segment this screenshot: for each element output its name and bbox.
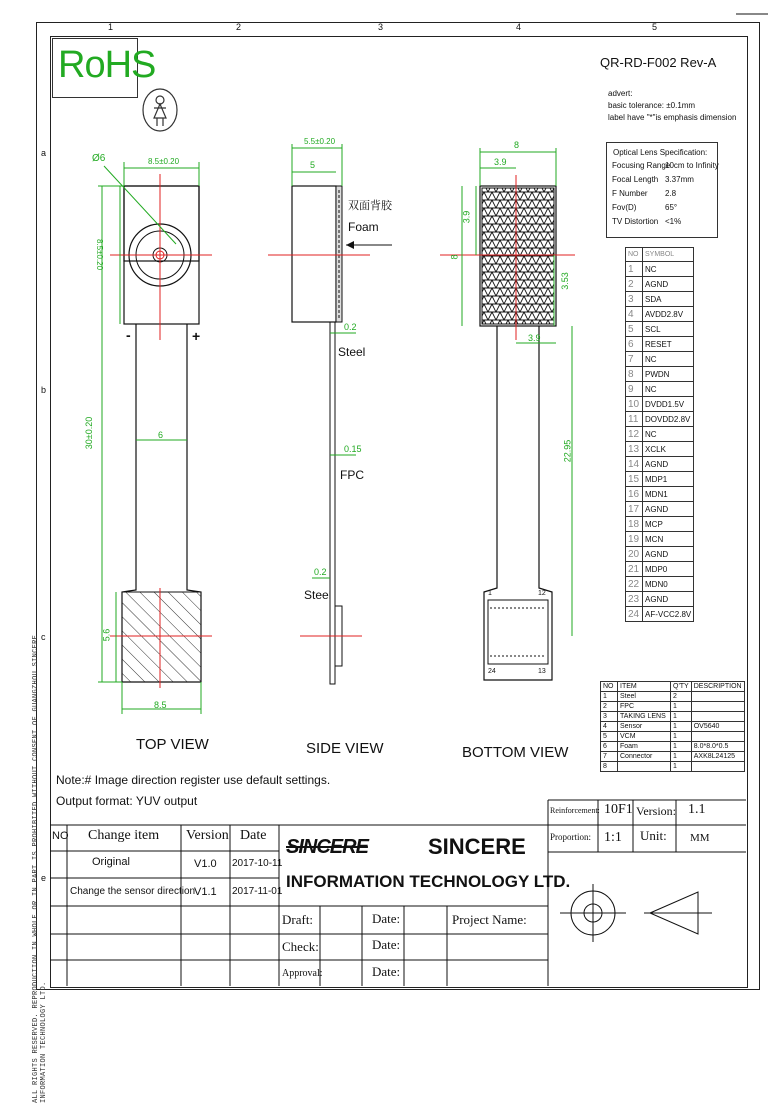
rev-row-change: Change the sensor direction bbox=[70, 886, 196, 897]
conn-pin-13: 13 bbox=[538, 668, 546, 675]
side-view-title: SIDE VIEW bbox=[306, 740, 384, 757]
dim-top-width: 8.5±0.20 bbox=[148, 157, 180, 166]
rev-header-no: NO bbox=[52, 830, 69, 842]
bom-header-cell: Q'TY bbox=[671, 682, 692, 692]
advert-line1: basic tolerance: ±0.1mm bbox=[608, 101, 696, 110]
pin-symbol: NC bbox=[643, 427, 694, 442]
spec-key: TV Distortion bbox=[612, 217, 659, 226]
dim-bottom-left: 3.9 bbox=[461, 210, 472, 224]
plus-sign: + bbox=[192, 328, 201, 344]
bom-cell: 4 bbox=[601, 722, 618, 732]
approval-label: Approval: bbox=[282, 968, 323, 979]
pin-number: 11 bbox=[626, 412, 643, 427]
check-label: Check: bbox=[282, 939, 319, 954]
side-fpc: FPC bbox=[340, 468, 364, 482]
pin-number: 10 bbox=[626, 397, 643, 412]
top-view-title: TOP VIEW bbox=[136, 736, 209, 753]
pin-symbol: AF-VCC2.8V bbox=[643, 607, 694, 622]
reinforcement-value: 10F1 bbox=[604, 802, 633, 817]
pin-number: 6 bbox=[626, 337, 643, 352]
pin-symbol: AGND bbox=[643, 457, 694, 472]
bom-cell: 8.0*8.0*0.5 bbox=[691, 742, 744, 752]
pin-number: 8 bbox=[626, 367, 643, 382]
dim-bottom-inner-bottom: 3.9 bbox=[528, 333, 541, 343]
pin-symbol: MDP0 bbox=[643, 562, 694, 577]
pin-symbol: AGND bbox=[643, 502, 694, 517]
proportion-value: 1:1 bbox=[604, 830, 622, 845]
pin-number: 2 bbox=[626, 277, 643, 292]
dim-fpc-thk: 0.15 bbox=[344, 444, 362, 454]
pin-number: 24 bbox=[626, 607, 643, 622]
dim-bottom-height: 8 bbox=[449, 254, 460, 260]
dim-fpc-width: 6 bbox=[158, 430, 164, 440]
pin-symbol: XCLK bbox=[643, 442, 694, 457]
date-label-1: Date: bbox=[372, 911, 401, 926]
project-name-label: Project Name: bbox=[452, 912, 527, 927]
bottom-view-drawing bbox=[440, 148, 575, 680]
spec-key: Fov(D) bbox=[612, 203, 637, 212]
pin-number: 14 bbox=[626, 457, 643, 472]
dim-bottom-width: 8 bbox=[514, 140, 520, 150]
version-value: 1.1 bbox=[688, 802, 706, 817]
pin-number: 12 bbox=[626, 427, 643, 442]
bom-cell: 1 bbox=[601, 692, 618, 702]
bom-cell: VCM bbox=[618, 732, 671, 742]
top-view-drawing bbox=[98, 162, 212, 714]
optical-spec-title: Optical Lens Specification: bbox=[613, 148, 708, 157]
pin-symbol: AGND bbox=[643, 592, 694, 607]
pin-symbol: DVDD1.5V bbox=[643, 397, 694, 412]
doc-number: QR-RD-F002 Rev-A bbox=[600, 55, 717, 70]
side-steel: Steel bbox=[338, 345, 366, 359]
pin-number: 4 bbox=[626, 307, 643, 322]
pin-symbol: RESET bbox=[643, 337, 694, 352]
zone-5: 5 bbox=[652, 22, 658, 32]
bom-cell: FPC bbox=[618, 702, 671, 712]
unit-label: Unit: bbox=[640, 828, 667, 843]
minus-sign: - bbox=[126, 327, 131, 343]
dim-steel2-thk: 0.2 bbox=[314, 567, 327, 577]
pin-header-cell: NO bbox=[626, 248, 643, 262]
note-line2: Output format: YUV output bbox=[56, 794, 198, 808]
bom-cell: 1 bbox=[671, 702, 692, 712]
bom-header-cell: NO bbox=[601, 682, 618, 692]
pin-symbol: NC bbox=[643, 382, 694, 397]
bom-cell: OV5640 bbox=[691, 722, 744, 732]
pin-number: 1 bbox=[626, 262, 643, 277]
spec-val: 3.37mm bbox=[665, 175, 694, 184]
pin-symbol: SDA bbox=[643, 292, 694, 307]
pin-number: 7 bbox=[626, 352, 643, 367]
pin-symbol: MCP bbox=[643, 517, 694, 532]
rev-row-date: 2017-11-01 bbox=[232, 886, 283, 897]
rev-header-version: Version bbox=[186, 828, 229, 843]
corner-mark bbox=[736, 10, 768, 30]
spec-val: 2.8 bbox=[665, 189, 677, 198]
unit-value: MM bbox=[690, 832, 710, 844]
spec-val: 65° bbox=[665, 203, 678, 212]
bom-cell: 6 bbox=[601, 742, 618, 752]
pin-symbol: NC bbox=[643, 352, 694, 367]
bom-cell: 8 bbox=[601, 762, 618, 772]
bom-cell: 1 bbox=[671, 712, 692, 722]
rev-row-date: 2017-10-11 bbox=[232, 858, 283, 869]
dim-phi: Ø6 bbox=[92, 153, 106, 164]
bom-cell: Connector bbox=[618, 752, 671, 762]
bom-cell: TAKING LENS bbox=[618, 712, 671, 722]
pin-number: 5 bbox=[626, 322, 643, 337]
pin-symbol: NC bbox=[643, 262, 694, 277]
bom-cell: 7 bbox=[601, 752, 618, 762]
bom-cell: 2 bbox=[601, 702, 618, 712]
dim-bottom-length: 22.95 bbox=[562, 439, 573, 463]
bom-header-cell: DESCRIPTION bbox=[691, 682, 744, 692]
bom-cell: AXK8L24125 bbox=[691, 752, 744, 762]
spec-val: <1% bbox=[665, 217, 682, 226]
pin-symbol: DOVDD2.8V bbox=[643, 412, 694, 427]
pin-symbol: AGND bbox=[643, 277, 694, 292]
pin-symbol: MDP1 bbox=[643, 472, 694, 487]
pin-number: 21 bbox=[626, 562, 643, 577]
conn-pin-12: 12 bbox=[538, 590, 546, 597]
pin-number: 22 bbox=[626, 577, 643, 592]
bom-cell: 1 bbox=[671, 762, 692, 772]
bom-cell: 5 bbox=[601, 732, 618, 742]
spec-val: 10cm to Infinity bbox=[665, 161, 719, 170]
zone-a: a bbox=[41, 148, 47, 158]
rev-header-date: Date bbox=[240, 828, 267, 843]
rev-row-change: Original bbox=[92, 856, 130, 868]
bom-cell: 1 bbox=[671, 742, 692, 752]
dim-top-length: 30±0.20 bbox=[84, 416, 95, 450]
company-line2: INFORMATION TECHNOLOGY LTD. bbox=[286, 872, 571, 891]
bom-cell: 1 bbox=[671, 722, 692, 732]
pin-number: 19 bbox=[626, 532, 643, 547]
zone-2: 2 bbox=[236, 22, 242, 32]
rev-row-version: V1.1 bbox=[194, 886, 217, 898]
pin-symbol: PWDN bbox=[643, 367, 694, 382]
pin-symbol: AGND bbox=[643, 547, 694, 562]
bom-cell: 2 bbox=[671, 692, 692, 702]
spec-key: F Number bbox=[612, 189, 648, 198]
version-label: Version: bbox=[636, 804, 676, 818]
bom-cell: Foam bbox=[618, 742, 671, 752]
pin-symbol: AVDD2.8V bbox=[643, 307, 694, 322]
advert-title: advert: bbox=[608, 89, 633, 98]
rohs-text: RoHS bbox=[58, 44, 156, 86]
pin-number: 20 bbox=[626, 547, 643, 562]
proportion-label: Proportion: bbox=[550, 832, 592, 842]
copyright-notice: ALL RIGHTS RESERVED. REPRODUCTION IN WHOLE OR IN PART IS PROHIBITED WITHOUT CONSENT OF GUANGZHOU SINCERE INFORMATION TECHNOLOGY LTD. bbox=[32, 634, 48, 1103]
company-logo: SINCERE bbox=[286, 836, 368, 858]
conn-pin-24: 24 bbox=[488, 668, 496, 675]
bom-cell: 1 bbox=[671, 732, 692, 742]
pin-number: 3 bbox=[626, 292, 643, 307]
side-cn-label: 双面背胶 bbox=[348, 200, 392, 212]
side-steel2: Steel bbox=[304, 588, 332, 602]
advert-line2: label have "*"is emphasis dimension bbox=[608, 113, 737, 122]
bom-header-cell: ITEM bbox=[618, 682, 671, 692]
dim-steel-thk: 0.2 bbox=[344, 322, 357, 332]
pin-symbol: MDN1 bbox=[643, 487, 694, 502]
pin-symbol: SCL bbox=[643, 322, 694, 337]
company-name: SINCERE bbox=[428, 834, 526, 859]
bom-cell: 1 bbox=[671, 752, 692, 762]
zone-1: 1 bbox=[108, 22, 114, 32]
zone-3: 3 bbox=[378, 22, 384, 32]
reinforcement-label: Reinforcement: bbox=[550, 806, 600, 815]
side-foam: Foam bbox=[348, 220, 379, 234]
zone-4: 4 bbox=[516, 22, 522, 32]
draft-label: Draft: bbox=[282, 912, 314, 927]
note-line1: Note:# Image direction register use default settings. bbox=[56, 773, 331, 787]
spec-key: Focal Length bbox=[612, 175, 659, 184]
dim-pad-width: 8.5 bbox=[154, 700, 167, 710]
zone-c: c bbox=[41, 632, 46, 642]
pin-number: 13 bbox=[626, 442, 643, 457]
bottom-view-title: BOTTOM VIEW bbox=[462, 744, 569, 761]
zone-b: b bbox=[41, 385, 47, 395]
pin-number: 18 bbox=[626, 517, 643, 532]
bom-cell: Steel bbox=[618, 692, 671, 702]
bom-cell: 3 bbox=[601, 712, 618, 722]
bom-cell: Sensor bbox=[618, 722, 671, 732]
rev-header-change: Change item bbox=[88, 828, 160, 843]
date-label-2: Date: bbox=[372, 937, 401, 952]
dim-bottom-inner-top: 3.9 bbox=[494, 157, 507, 167]
pin-header-cell: SYMBOL bbox=[643, 248, 694, 262]
pin-number: 17 bbox=[626, 502, 643, 517]
spec-key: Focusing Range bbox=[612, 161, 671, 170]
zone-e: e bbox=[41, 873, 47, 883]
pin-number: 15 bbox=[626, 472, 643, 487]
conn-pin-1: 1 bbox=[488, 590, 492, 597]
pin-number: 9 bbox=[626, 382, 643, 397]
dim-side-top: 5.5±0.20 bbox=[304, 137, 336, 146]
dim-top-height: 8.5±0.20 bbox=[95, 238, 105, 271]
rev-row-version: V1.0 bbox=[194, 858, 217, 870]
dim-side-body: 5 bbox=[310, 160, 316, 170]
date-label-3: Date: bbox=[372, 964, 401, 979]
pin-number: 16 bbox=[626, 487, 643, 502]
dim-bottom-right: 3.53 bbox=[559, 272, 570, 290]
pin-symbol: MDN0 bbox=[643, 577, 694, 592]
pin-symbol: MCN bbox=[643, 532, 694, 547]
pin-number: 23 bbox=[626, 592, 643, 607]
dim-pad-height: 5.6 bbox=[101, 628, 112, 642]
